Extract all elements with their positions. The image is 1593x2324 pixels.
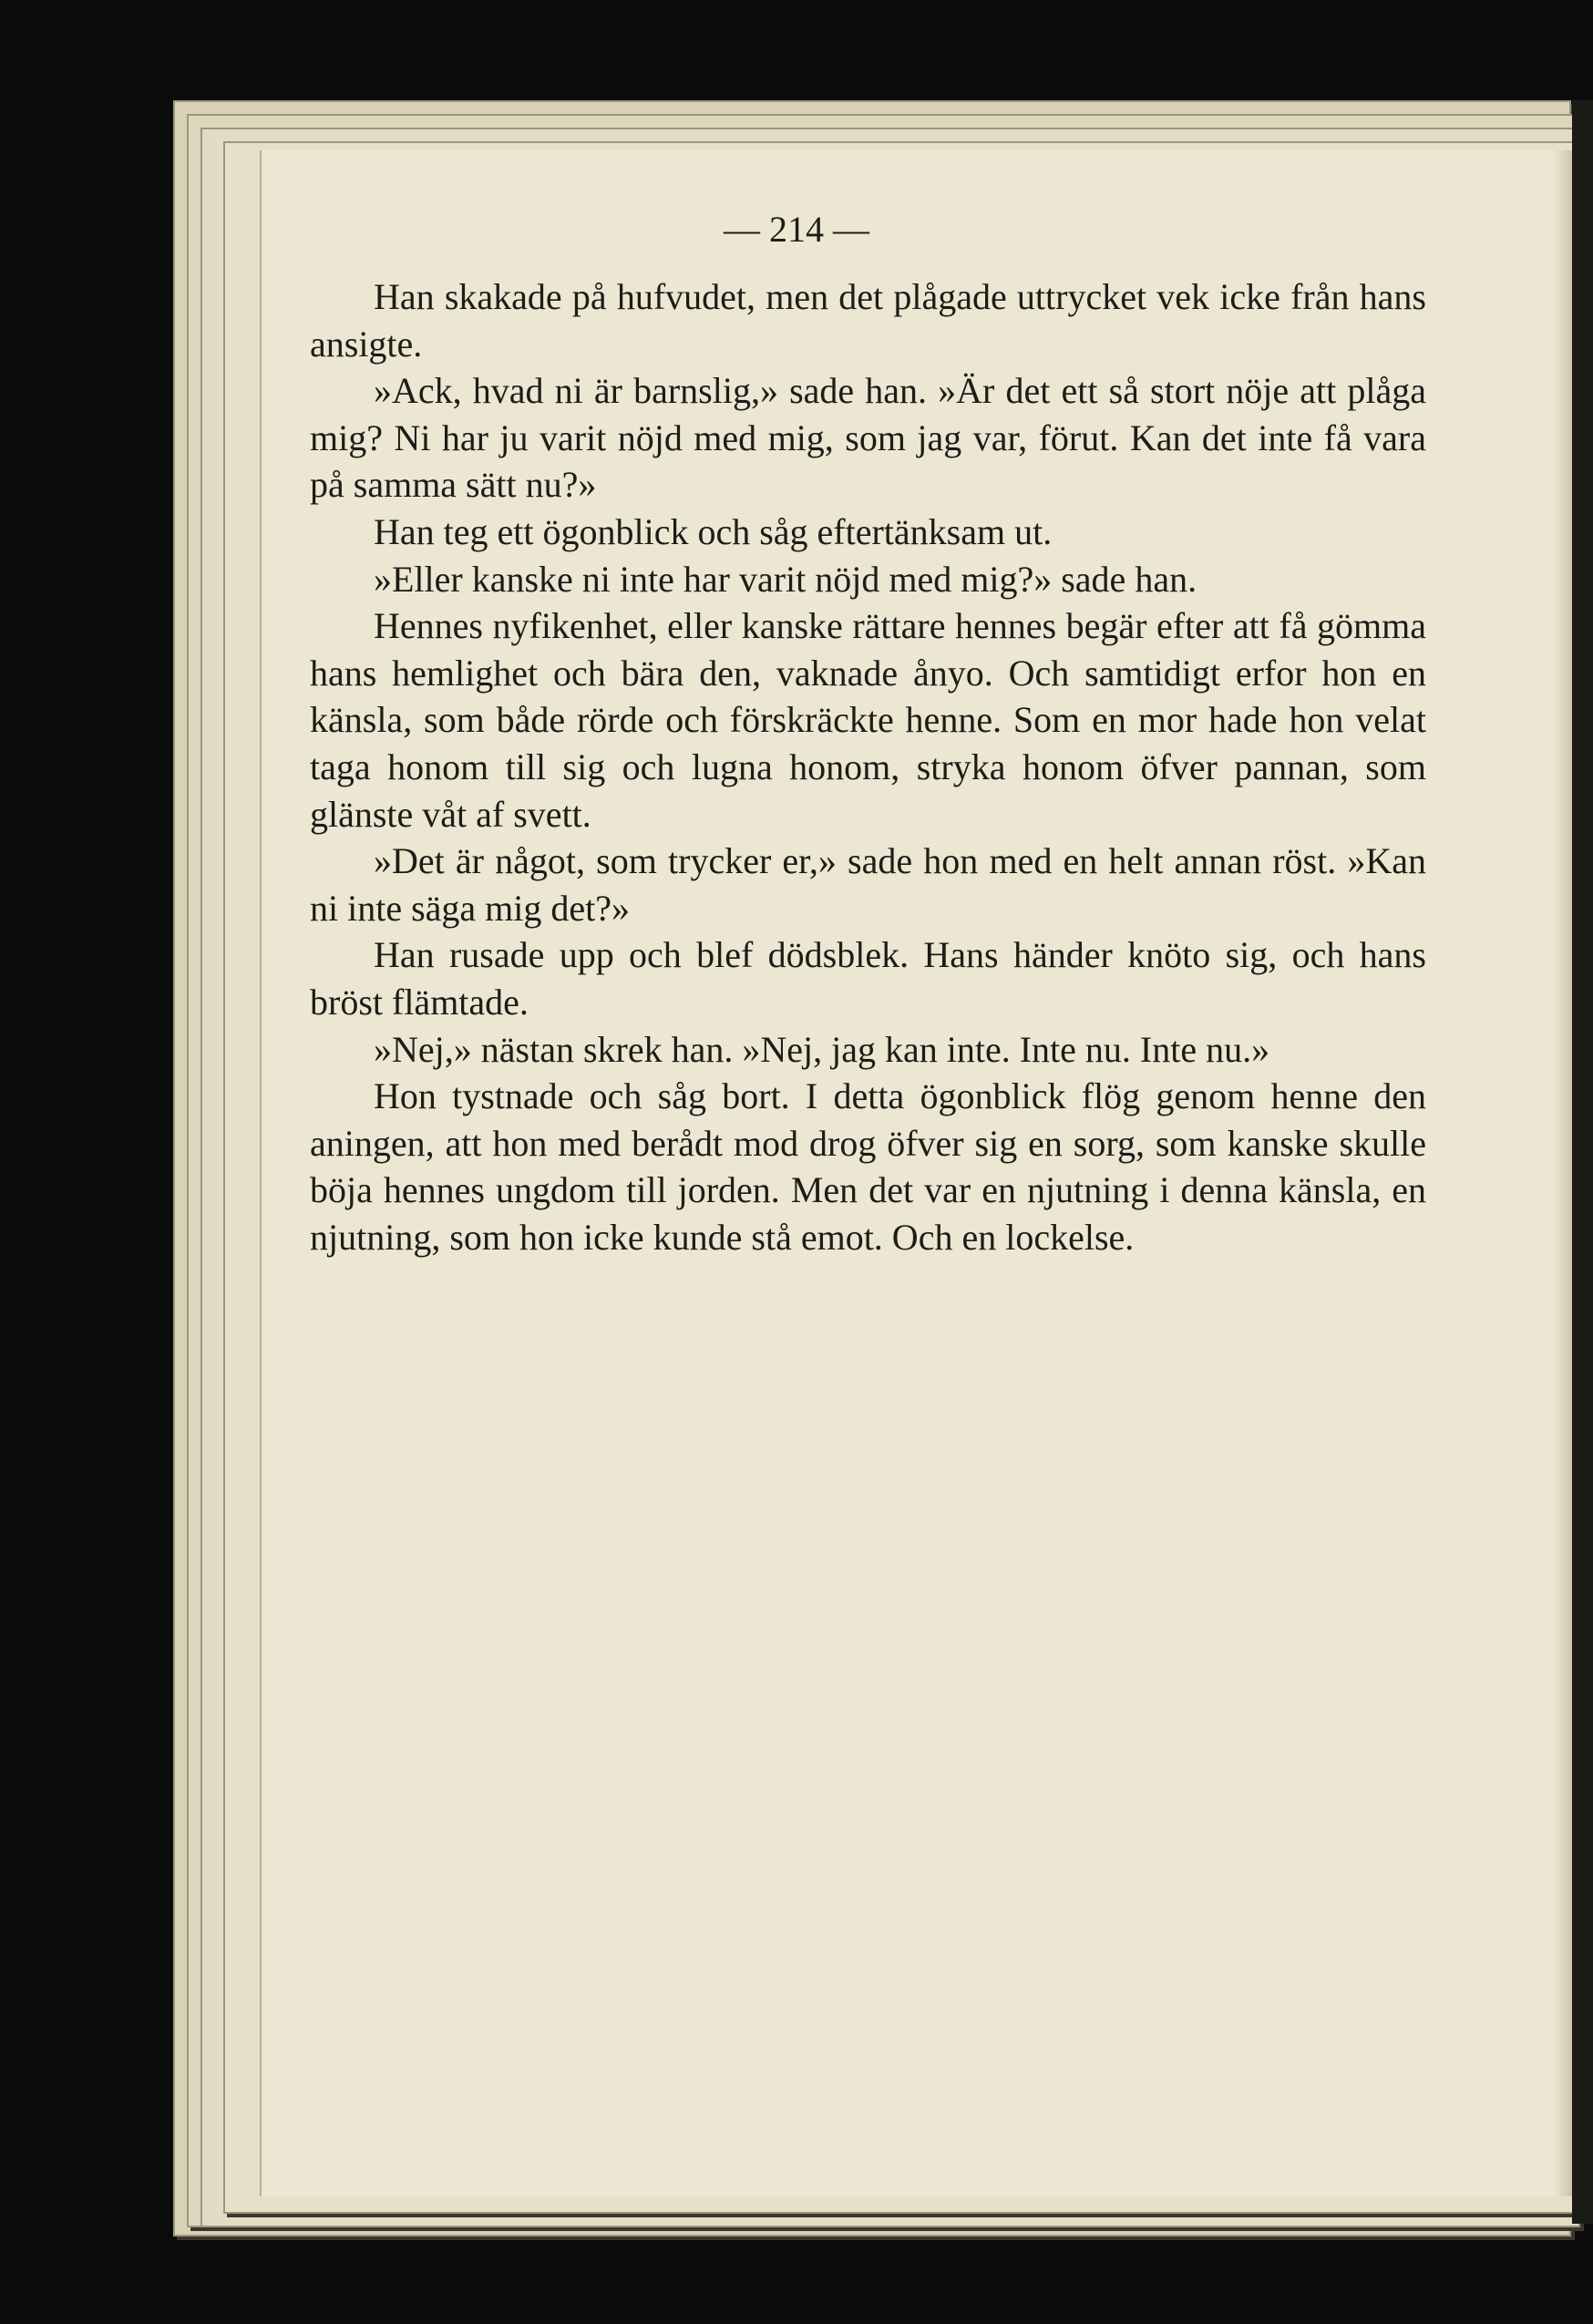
paragraph: »Eller kanske ni inte har varit nöjd med mig?» sade han. bbox=[374, 558, 1197, 600]
paragraph: Hon tystnade och såg bort. I detta ögonblick flög genom henne den aningen, att hon med berådt mod drog öfver sig en sorg, som kanske skulle böja hennes ungdom till jorden. Men det var en njutning i denna känsla, en njutning, som hon icke kunde stå emot. Och en lockelse. bbox=[310, 1075, 1426, 1258]
book-spine-shadow bbox=[1572, 100, 1593, 2224]
body-text bbox=[310, 273, 1426, 1260]
paragraph: Han rusade upp och blef dödsblek. Hans händer knöto sig, och hans bröst flämtade. bbox=[310, 934, 1426, 1023]
paragraph: Hennes nyfikenhet, eller kanske rättare hennes begär efter att få gömma hans hemlighet och bära den, vaknade ånyo. Och samtidigt erfor hon en känsla, som både rörde och förskräckte henne. Som en mor hade hon velat taga honom till sig och lugna honom, stryka honom öfver pannan, som glänste våt af svett. bbox=[310, 605, 1426, 835]
page-gutter bbox=[1554, 150, 1574, 2196]
paragraph: »Det är något, som trycker er,» sade hon med en helt annan röst. »Kan ni inte säga mig det?» bbox=[310, 840, 1426, 929]
paragraph: »Ack, hvad ni är barnslig,» sade han. »Är det ett så stort nöje att plåga mig? Ni har ju varit nöjd med mig, som jag var, förut. Kan det inte få vara på samma sätt nu?» bbox=[310, 370, 1426, 506]
paragraph: Han skakade på hufvudet, men det plågade uttrycket vek icke från hans ansigte. bbox=[310, 276, 1426, 365]
page-number: — 214 — bbox=[724, 209, 869, 250]
paragraph: Han teg ett ögonblick och såg eftertänksam ut. bbox=[374, 510, 1053, 552]
paragraph: »Nej,» nästan skrek han. »Nej, jag kan inte. Inte nu. Inte nu.» bbox=[374, 1028, 1270, 1070]
